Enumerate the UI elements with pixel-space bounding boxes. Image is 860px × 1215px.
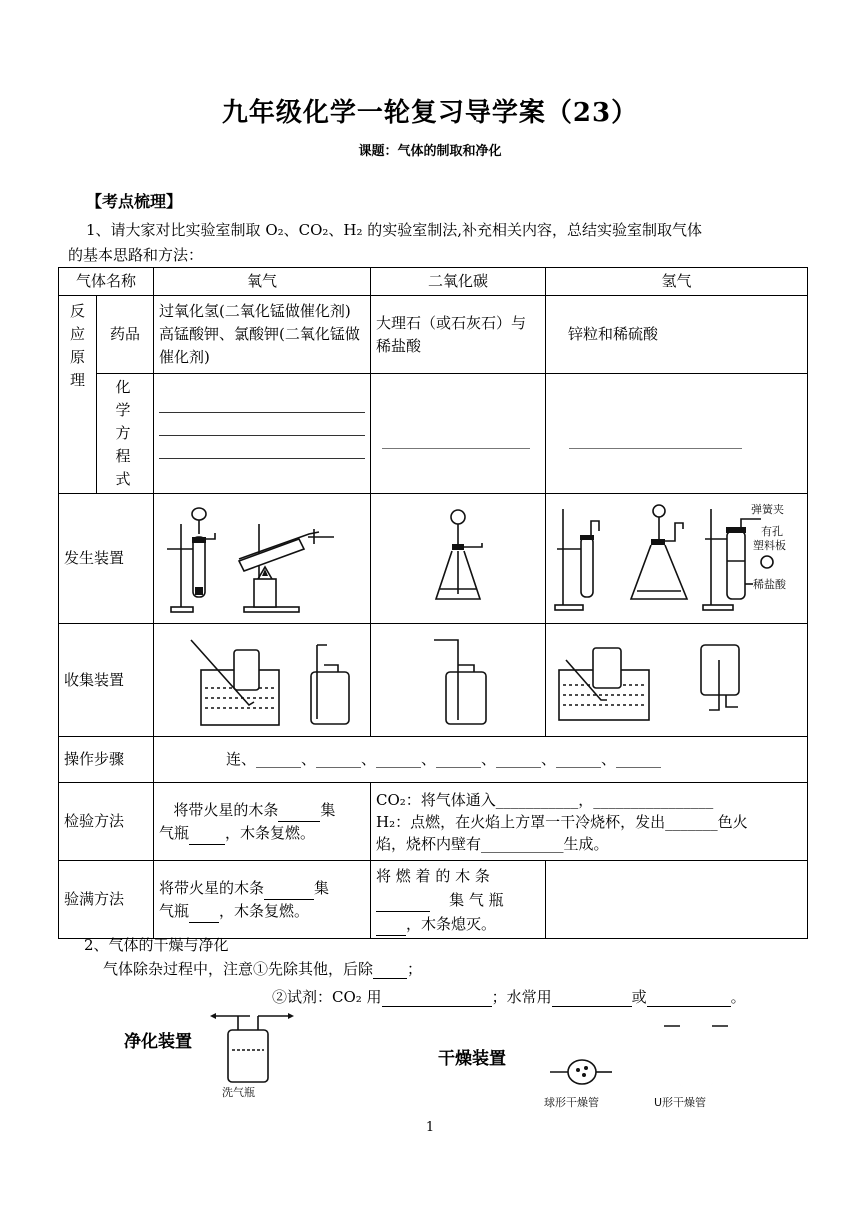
header-co2: 二氧化碳: [371, 268, 546, 296]
co2-generator-icon: [376, 499, 541, 619]
header-hydrogen: 氢气: [546, 268, 808, 296]
intro-line-2: 的基本思路和方法：: [68, 246, 204, 264]
hydrogen-collector-apparatus: [546, 624, 808, 737]
header-gas-name: 气体名称: [59, 268, 154, 296]
oxygen-collector-icon: [159, 630, 364, 730]
label-spring-clip: 弹簧夹: [751, 502, 785, 516]
page-title: 九年级化学一轮复习导学案（23）: [221, 98, 639, 128]
row-label-reagents: 药品: [97, 296, 154, 374]
co2-generator-apparatus: [371, 494, 546, 624]
oxygen-full-method[interactable]: 将带火星的木条 集 气瓶 ，木条复燃。: [154, 861, 371, 939]
oxygen-generator-apparatus: [154, 494, 371, 624]
dry-device-label: 干燥装置: [438, 1049, 506, 1069]
steps-blanks[interactable]: 连、______、______、______、______、______、______、______: [154, 737, 808, 783]
oxygen-generator-icon: [159, 499, 364, 619]
label-porous-plate-2: 塑料板: [753, 538, 787, 552]
label-dilute-hcl: 稀盐酸: [753, 577, 787, 591]
purify-device-label: 净化装置: [124, 1032, 192, 1052]
co2-reagents: 大理石（或石灰石）与稀盐酸: [371, 296, 546, 374]
hydrogen-collector-icon: [551, 630, 801, 730]
row-label-equation: 化学方程式: [97, 374, 154, 494]
oxygen-collector-apparatus: [154, 624, 371, 737]
hydrogen-full-method[interactable]: [546, 861, 808, 939]
header-oxygen: 氧气: [154, 268, 371, 296]
row-label-test: 检验方法: [59, 783, 154, 861]
hydrogen-reagents: 锌粒和稀硫酸: [546, 296, 808, 374]
purification-note-2[interactable]: ②试剂：CO₂ 用 ；水常用 或 。: [272, 988, 746, 1006]
co2-test-text: CO₂：将气体通入___________，________________: [376, 790, 714, 809]
co2-h2-test-method[interactable]: [371, 783, 808, 861]
label-porous-plate-1: 有孔: [761, 524, 784, 538]
wash-bottle-label: 洗气瓶: [222, 1086, 255, 1099]
section2-heading: 2、气体的干燥与净化: [84, 936, 229, 954]
row-label-steps: 操作步骤: [59, 737, 154, 783]
h2-test-text-2: 焰，烧杯内壁有___________生成。: [376, 834, 609, 853]
intro-line-1: 1、请大家对比实验室制取 O₂、CO₂、H₂ 的实验室制法,补充相关内容，总结实验室制取气体: [86, 221, 703, 239]
purification-note-1[interactable]: 气体除杂过程中，注意①先除其他，后除 ；: [103, 960, 423, 978]
row-label-full: 验满方法: [59, 861, 154, 939]
hydrogen-generator-apparatus: [546, 494, 808, 624]
oxygen-equation-blanks[interactable]: [154, 374, 371, 494]
oxygen-test-method[interactable]: 将带火星的木条 集 气瓶 ，木条复燃。: [154, 783, 371, 861]
section-heading: 【考点梳理】: [86, 192, 183, 211]
oxygen-reagents: 过氧化氢(二氧化锰做催化剂)高锰酸钾、氯酸钾(二氧化锰做催化剂): [154, 296, 371, 374]
co2-collector-apparatus: [371, 624, 546, 737]
co2-equation-blank[interactable]: [371, 374, 546, 494]
co2-full-method[interactable]: 将 燃 着 的 木 条 集 气 瓶 ，木条熄灭。: [371, 861, 546, 939]
row-label-principle: 反应原理: [59, 296, 97, 494]
row-label-generator: 发生装置: [59, 494, 154, 624]
comparison-table: [58, 267, 808, 939]
h2-test-text-1: H₂：点燃，在火焰上方罩一干冷烧杯，发出_______色火: [376, 812, 748, 831]
hydrogen-equation-blank[interactable]: [546, 374, 808, 494]
ball-dryer-icon: [540, 1050, 640, 1112]
ball-dryer-label: 球形干燥管: [544, 1096, 599, 1109]
u-dryer-icon: [650, 1018, 750, 1110]
hydrogen-generator-icon: [551, 499, 801, 619]
wash-bottle-icon: [210, 1008, 300, 1100]
row-label-collector: 收集装置: [59, 624, 154, 737]
page-subtitle: 课题：气体的制取和净化: [358, 144, 502, 159]
u-dryer-label: U形干燥管: [654, 1096, 707, 1109]
co2-collector-icon: [376, 630, 541, 730]
page-number: 1: [425, 1120, 435, 1135]
